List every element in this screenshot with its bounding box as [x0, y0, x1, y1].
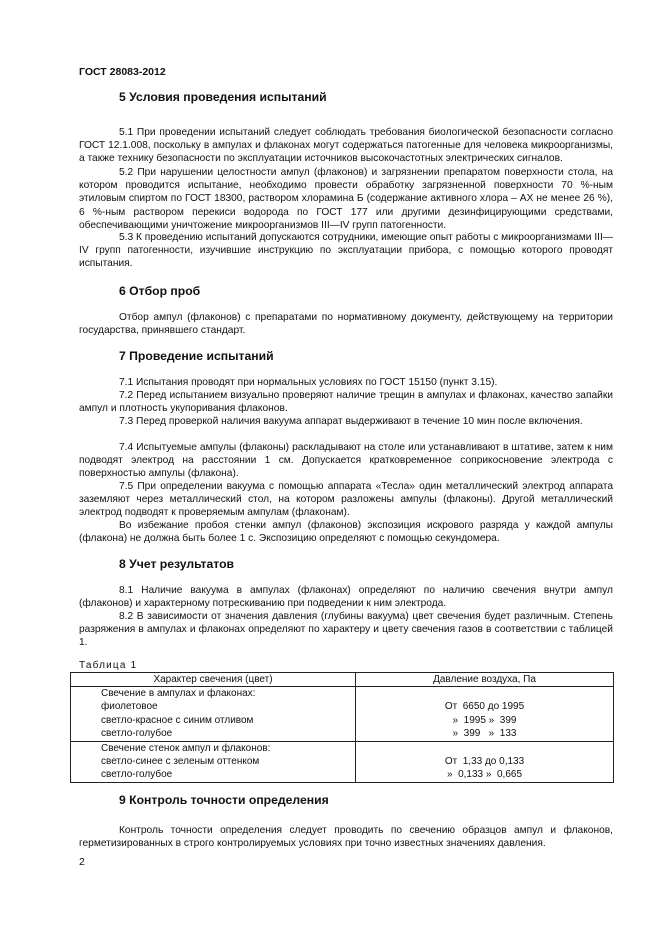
table-cell-pressure: [356, 741, 614, 782]
para-7-6: Во избежание пробоя стенки ампул (флаконов) экспозиция искрового разряда у каждой ампулы (флакона) не должна быть более 1 с. Экспозицию определяют с помощью секундомера.: [79, 520, 613, 545]
para-7-1: 7.1 Испытания проводят при нормальных условиях по ГОСТ 15150 (пункт 3.15).: [119, 377, 498, 388]
section-9-title: 9 Контроль точности определения: [119, 793, 329, 807]
table-cell-line: От 6650 до 1995: [444, 701, 525, 713]
para-8-1: 8.1 Наличие вакуума в ампулах (флаконах) определяют по наличию свечения внутри ампул (флаконов) и характерному потрескиванию при подведении к ним электрода.: [79, 585, 613, 610]
table-cell-line: От 1,33 до 0,133: [444, 755, 525, 767]
table-row: [71, 741, 614, 782]
para-7-4: 7.4 Испытуемые ампулы (флаконы) раскладывают на столе или устанавливают в штативе, затем к ним подводят электрод на расстоянии 1 см. Допускается кратковременное соприкосновение электрода с поверхностью ампулы (флакона).: [79, 442, 613, 480]
para-7-2: 7.2 Перед испытанием визуально проверяют наличие трещин в ампулах и флаконах, качество запайки ампул и плотность укупоривания флаконов.: [79, 390, 613, 415]
section-7-title: 7 Проведение испытаний: [119, 349, 274, 363]
table-cell-line: » 399 » 133: [452, 728, 517, 740]
table-cell-glow: [71, 687, 356, 742]
table-cell-line: светло-красное с синим отливом: [101, 714, 254, 726]
section-5-title: 5 Условия проведения испытаний: [119, 90, 327, 104]
para-5-2: 5.2 При нарушении целостности ампул (флаконов) и загрязнении препаратом поверхности стола, на котором проводится испытание, необходимо провести обработку загрязненной поверхности 70 %-ным этиловым спиртом по ГОСТ 18300, раствором хлорамина Б (содержание активного хлора – АХ не менее 26 %), 6 %-ным раствором перекиси водорода по ГОСТ 177 или другими дезинфицирующими средствами, обеспечивающими уничтожение микроорганизмов III—IV групп патогенности.: [79, 167, 613, 231]
table-cell-line: [356, 742, 613, 755]
section-8-title: 8 Учет результатов: [119, 557, 235, 571]
table-header-row: [71, 673, 614, 687]
section-6-title: 6 Отбор проб: [119, 284, 201, 298]
table-cell-line: [356, 687, 613, 700]
table-cell-line: Свечение в ампулах и флаконах:: [101, 688, 256, 699]
para-7-3: 7.3 Перед проверкой наличия вакуума аппарат выдерживают в течение 10 мин после включения.: [119, 416, 583, 427]
table-cell-line: светло-синее с зеленым оттенком: [101, 755, 260, 767]
para-5-1: 5.1 При проведении испытаний следует соблюдать требования биологической безопасности согласно ГОСТ 12.1.008, поскольку в ампулах и флаконах могут содержаться патогенные для человека микроорганизмы, а также технику безопасности по эксплуатации источников высокочастотных электрических сигналов.: [79, 127, 613, 165]
table-cell-line: » 0,133 » 0,665: [446, 769, 523, 781]
document-header: ГОСТ 28083-2012: [79, 66, 166, 78]
para-8-2: 8.2 В зависимости от значения давления (глубины вакуума) цвет свечения будет различным. Степень разряжения в ампулах и флаконах определяют по характеру и цвету свечения газов в соответствии с таблицей 1.: [79, 611, 613, 649]
table-cell-line: Свечение стенок ампул и флаконов:: [101, 742, 271, 754]
pressure-table: [70, 672, 614, 783]
table-cell-line: » 1995 » 399: [452, 714, 517, 726]
para-5-3: 5.3 К проведению испытаний допускаются сотрудники, имеющие опыт работы с микроорганизмами III—IV групп патогенности, изучившие инструкцию по эксплуатации прибора, с помощью которого проводят испытания.: [79, 232, 613, 270]
table-cell-line: светло-голубое: [101, 769, 173, 781]
table-caption: Таблица 1: [79, 660, 138, 671]
para-9-1: Контроль точности определения следует проводить по свечению образцов ампул и флаконов, герметизированных в строго контролируемых условиях при точно известных значениях давления.: [79, 825, 613, 850]
table-header-glow: Характер свечения (цвет): [71, 673, 356, 687]
table-cell-line: светло-голубое: [101, 728, 173, 740]
table-row: [71, 687, 614, 742]
page-number: 2: [79, 856, 85, 868]
table-cell-glow: [71, 741, 356, 782]
table-cell-pressure: [356, 687, 614, 742]
table-cell-line: фиолетовое: [101, 701, 158, 713]
para-6-1: Отбор ампул (флаконов) с препаратами по нормативному документу, действующему на территории государства, принявшего стандарт.: [79, 312, 613, 337]
table-header-pressure: Давление воздуха, Па: [356, 673, 614, 687]
para-7-5: 7.5 При определении вакуума с помощью аппарата «Тесла» один металлический электрод аппарата заземляют через металлический стол, на котором разложены ампулы (флаконы). Другой металлический электрод подводят к проверяемым ампулам (флаконам).: [79, 481, 613, 519]
